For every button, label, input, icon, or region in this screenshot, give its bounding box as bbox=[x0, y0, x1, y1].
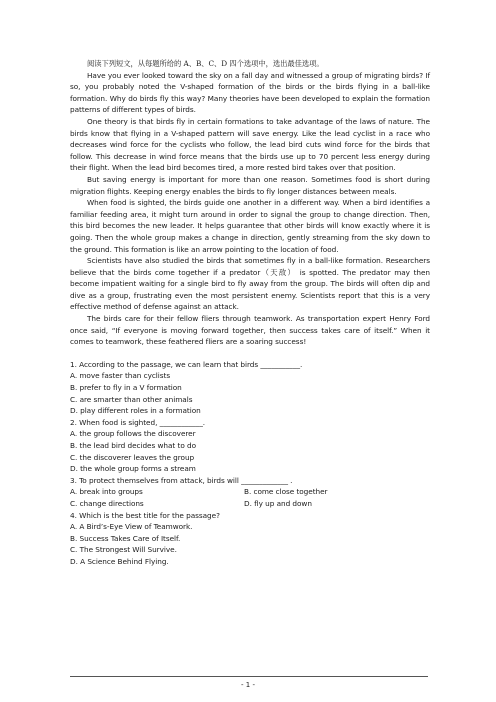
option-c: C. change directions bbox=[70, 498, 144, 508]
paragraph-4: When food is sighted, the birds guide one another in a different way. When a bird identifies a familiar feeding area, it might turn around in order to signal the group to change direction. Then, this bird becomes the new leader. It helps guarantee that other birds will know exactly where it is going. Then the whole group makes a change in direction, gently streaming from the sky down to the ground. This formation is like an arrow pointing to the location of food. bbox=[70, 198, 430, 254]
option-b: B. Success Takes Care of Itself. bbox=[70, 533, 181, 543]
option-row bbox=[70, 486, 430, 498]
question-1 bbox=[70, 359, 430, 417]
option-d: D. A Science Behind Flying. bbox=[70, 556, 169, 566]
paragraph-1: Have you ever looked toward the sky on a fall day and witnessed a group of migrating birds? If so, you probably noted the V-shaped formation of the birds or the birds flying in a ball-like formation. Why do birds fly this way? Many theories have been developed to explain the formation patterns of different types of birds. bbox=[70, 70, 430, 115]
question-stem: 1. According to the passage, we can learn that birds ___________. bbox=[70, 359, 303, 369]
option-row bbox=[70, 498, 430, 510]
question-stem: 3. To protect themselves from attack, birds will _____________ . bbox=[70, 475, 293, 485]
question-stem: 2. When food is sighted, ____________. bbox=[70, 417, 206, 427]
paragraph-3: But saving energy is important for more than one reason. Sometimes food is short during migration flights. Keeping energy enables the birds to fly longer distances between meals. bbox=[70, 174, 430, 196]
paragraph-6: The birds care for their fellow fliers through teamwork. As transportation expert Henry Ford once said, “If everyone is moving forward together, then success takes care of itself.” When it comes to teamwork, these feathered fliers are a soaring success! bbox=[70, 314, 430, 347]
question-3 bbox=[70, 475, 430, 510]
option-d: D. the whole group forms a stream bbox=[70, 464, 196, 474]
passage-content bbox=[70, 58, 430, 568]
question-2 bbox=[70, 417, 430, 475]
option-d: D. play different roles in a formation bbox=[70, 406, 201, 416]
option-d: D. fly up and down bbox=[244, 498, 312, 508]
option-b: B. prefer to fly in a V formation bbox=[70, 383, 182, 393]
option-a: A. the group follows the discoverer bbox=[70, 429, 196, 439]
option-c: C. are smarter than other animals bbox=[70, 394, 193, 404]
instruction-text: 阅读下列短文，从每题所给的 A、B、C、D 四个选项中，选出最佳选项。 bbox=[87, 59, 324, 68]
section-gap bbox=[70, 348, 430, 359]
page-number: - 1 - bbox=[241, 681, 255, 689]
option-a: A. move faster than cyclists bbox=[70, 371, 171, 381]
footer-divider bbox=[70, 676, 428, 677]
option-a: A. A Bird’s-Eye View of Teamwork. bbox=[70, 522, 193, 532]
option-b: B. the lead bird decides what to do bbox=[70, 441, 196, 450]
option-c: C. The Strongest Will Survive. bbox=[70, 545, 177, 555]
paragraph-2: One theory is that birds fly in certain formations to take advantage of the laws of nature. The birds know that flying in a V-shaped pattern will save energy. Like the lead cyclist in a race who decreases wind force for the cyclists who follow, the lead bird cuts wind force for the birds that follow. This decrease in wind force means that the birds use up to 70 percent less energy during their flight. When the lead bird becomes tired, a more rested bird takes over that position. bbox=[70, 116, 430, 173]
option-b: B. come close together bbox=[244, 487, 328, 497]
question-4 bbox=[70, 510, 430, 568]
option-a: A. break into groups bbox=[70, 487, 143, 497]
option-c: C. the discoverer leaves the group bbox=[70, 452, 195, 462]
paragraph-5: Scientists have also studied the birds that sometimes fly in a ball-like formation. Researchers believe that the birds come together if a predator（天敌） is spotted. The predator may then become impatient waiting for a single bird to fly away from the group. The birds will often dip and dive as a group, frustrating even the most persistent enemy. Scientists report that this is a very effective method of defense against an attack. bbox=[70, 256, 430, 312]
question-stem: 4. Which is the best title for the passage? bbox=[70, 510, 220, 520]
